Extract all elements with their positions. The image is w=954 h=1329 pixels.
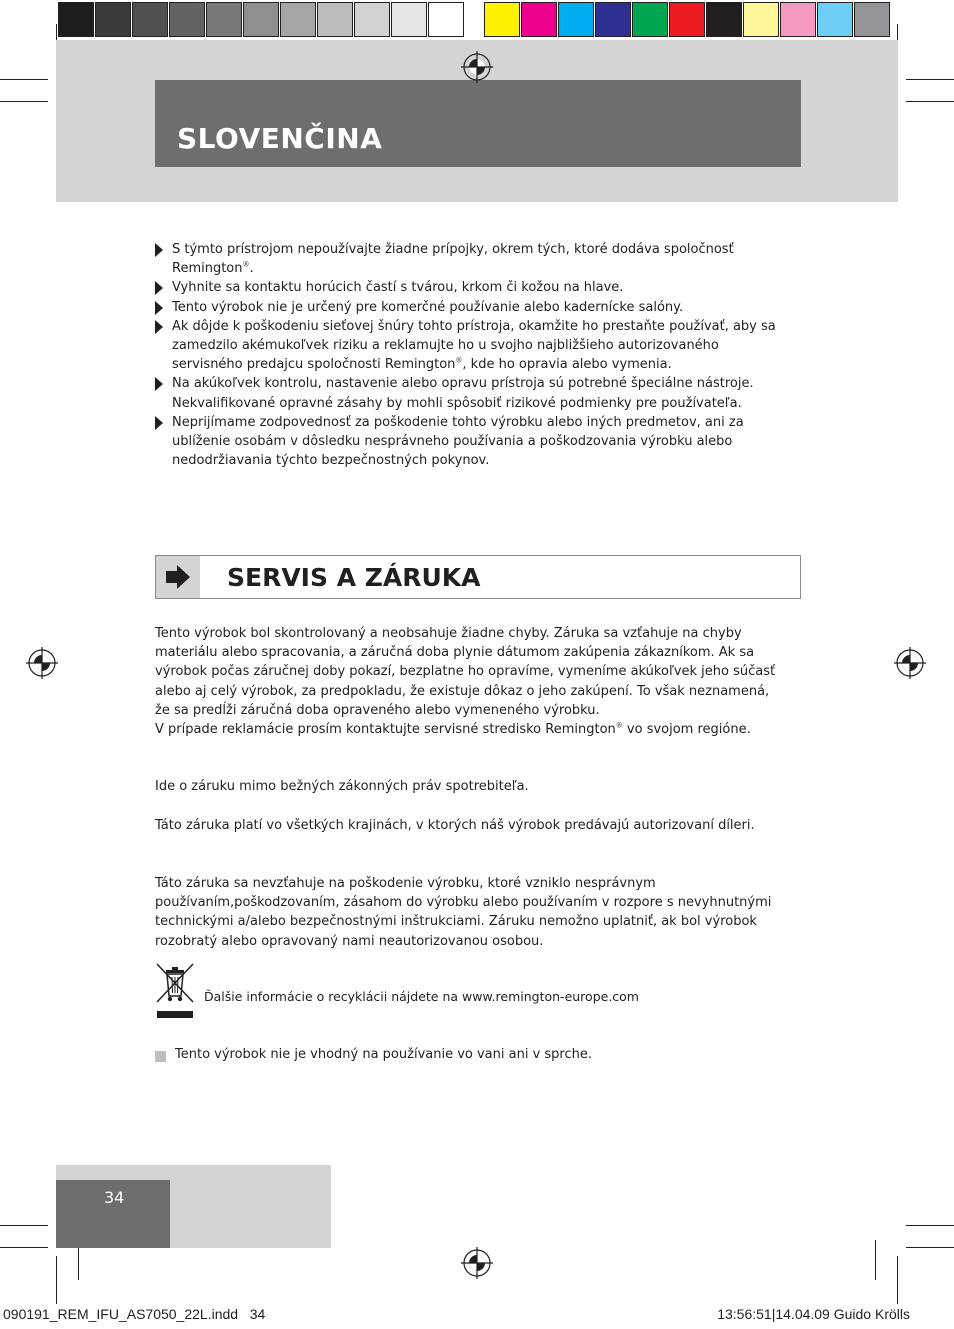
gray-swatch — [391, 2, 427, 37]
process-color-swatch — [558, 2, 594, 37]
gray-swatch — [95, 2, 131, 37]
section-heading — [155, 555, 801, 599]
process-color-swatch — [669, 2, 705, 37]
bullet-triangle-icon — [155, 320, 163, 334]
crop-mark — [0, 101, 48, 102]
gray-swatch — [132, 2, 168, 37]
crop-mark — [906, 1225, 954, 1226]
page-title: SLOVENČINA — [177, 122, 383, 155]
warranty-paragraph: Táto záruka platí vo všetkých krajinách, v ktorých náš výrobok predávajú autorizovaní díleri. — [155, 818, 755, 833]
process-color-swatch — [484, 2, 520, 37]
registration-mark-icon — [461, 51, 493, 83]
process-color-swatch — [780, 2, 816, 37]
process-color-swatch — [743, 2, 779, 37]
gray-swatch — [428, 2, 464, 37]
color-calibration-bar — [56, 0, 898, 40]
bullet-item: Tento výrobok nie je určený pre komerčné používanie alebo kadernícke salóny. — [155, 298, 780, 317]
crop-mark — [0, 1225, 48, 1226]
bullet-item: Vyhnite sa kontaktu horúcich častí s tvárou, krkom či kožou na hlave. — [155, 278, 780, 297]
warranty-paragraph: Táto záruka sa nevzťahuje na poškodenie výrobku, ktoré vzniklo nesprávnym používaním,poškodzovaním, zásahom do výrobku alebo používaním v rozpore s nevyhnutnými technickými a/alebo bezpečnostnými inštrukciami. Záruku nemožno uplatniť, ak bol výrobok rozobratý alebo opravovaný nami neautorizovanou osobou. — [155, 876, 772, 949]
gray-swatch — [58, 2, 94, 37]
gray-swatch — [206, 2, 242, 37]
gray-swatch — [243, 2, 279, 37]
crop-mark — [56, 1256, 57, 1304]
crop-mark — [906, 1247, 954, 1248]
bullet-triangle-icon — [155, 243, 163, 257]
warranty-paragraph: Ide o záruku mimo bežných zákonných práv spotrebiteľa. — [155, 779, 529, 794]
crop-mark — [0, 79, 48, 80]
process-color-swatch — [595, 2, 631, 37]
process-color-swatch — [817, 2, 853, 37]
bullet-item: Neprijímame zodpovednosť za poškodenie tohto výrobku alebo iných predmetov, ani za ublíženie osobám v dôsledku nesprávneho používania a poškodzovania výrobku alebo nedodržiavania týchto bezpečnostných pokynov. — [155, 413, 780, 471]
header-box — [155, 80, 801, 167]
safety-bullet-list — [155, 240, 780, 470]
warranty-paragraph: Tento výrobok bol skontrolovaný a neobsahuje žiadne chyby. Záruka sa vzťahuje na chyby materiálu alebo spracovania, a záručná doba plynie dátumom zakúpenia zákazníkom. Ak sa výrobok počas záručnej doby pokazí, bezplatne ho opravíme, vymeníme akúkoľvek jeho súčasť alebo aj celý výrobok, za predpokladu, že existuje dôkaz o jeho zakúpení. To však neznamená, že sa predĺži záručná doba opraveného alebo vymeneného výrobku. V prípade reklamácie prosím kontaktujte servisné stredisko Remington® vo svojom regióne. — [155, 626, 776, 738]
note-square-icon — [155, 1051, 166, 1062]
bath-warning-note: Tento výrobok nie je vhodný na používanie vo vani ani v sprche. — [175, 1047, 593, 1062]
page-number-box — [56, 1180, 170, 1248]
gray-swatch — [354, 2, 390, 37]
registration-mark-icon — [894, 647, 926, 679]
bullet-item: Ak dôjde k poškodeniu sieťovej šnúry tohto prístroja, okamžite ho prestaňte používať, aby sa zamedzilo akémukoľvek riziku a reklamujte ho u svojho najbližšieho autorizovaného servisného predajcu spoločnosti Remington®, kde ho opravia alebo vymenia. — [155, 317, 780, 375]
section-title: SERVIS A ZÁRUKA — [227, 563, 481, 592]
crop-mark — [897, 1256, 898, 1304]
crossed-bin-icon — [155, 962, 195, 1020]
process-color-swatch — [706, 2, 742, 37]
bullet-item: S týmto prístrojom nepoužívajte žiadne prípojky, okrem tých, ktoré dodáva spoločnosť Remington®. — [155, 240, 780, 278]
registration-mark-icon — [461, 1247, 493, 1279]
file-slug: 090191_REM_IFU_AS7050_22L.indd 34 — [3, 1306, 266, 1322]
recycling-info: Ďalšie informácie o recyklácii nájdete na www.remington-europe.com — [204, 989, 639, 1004]
crop-mark — [906, 101, 954, 102]
registration-mark-icon — [26, 647, 58, 679]
crop-mark — [875, 1240, 876, 1280]
gray-swatch — [317, 2, 353, 37]
timestamp-slug: 13:56:51|14.04.09 Guido Krölls — [717, 1306, 910, 1322]
gray-swatch — [280, 2, 316, 37]
bullet-item: Na akúkoľvek kontrolu, nastavenie alebo opravu prístroja sú potrebné špeciálne nástroje. Nekvalifikované opravné zásahy by mohli spôsobiť rizikové podmienky pre používateľa. — [155, 374, 780, 412]
arrow-right-icon — [156, 556, 200, 598]
process-color-swatch — [854, 2, 890, 37]
gray-swatch — [169, 2, 205, 37]
section-icon-box — [156, 556, 200, 598]
bullet-triangle-icon — [155, 281, 163, 295]
bullet-triangle-icon — [155, 416, 163, 430]
crop-mark — [906, 79, 954, 80]
crop-mark — [0, 1247, 48, 1248]
process-color-swatch — [632, 2, 668, 37]
bullet-triangle-icon — [155, 377, 163, 391]
page-number: 34 — [104, 1188, 125, 1207]
process-color-swatch — [521, 2, 557, 37]
bullet-triangle-icon — [155, 301, 163, 315]
